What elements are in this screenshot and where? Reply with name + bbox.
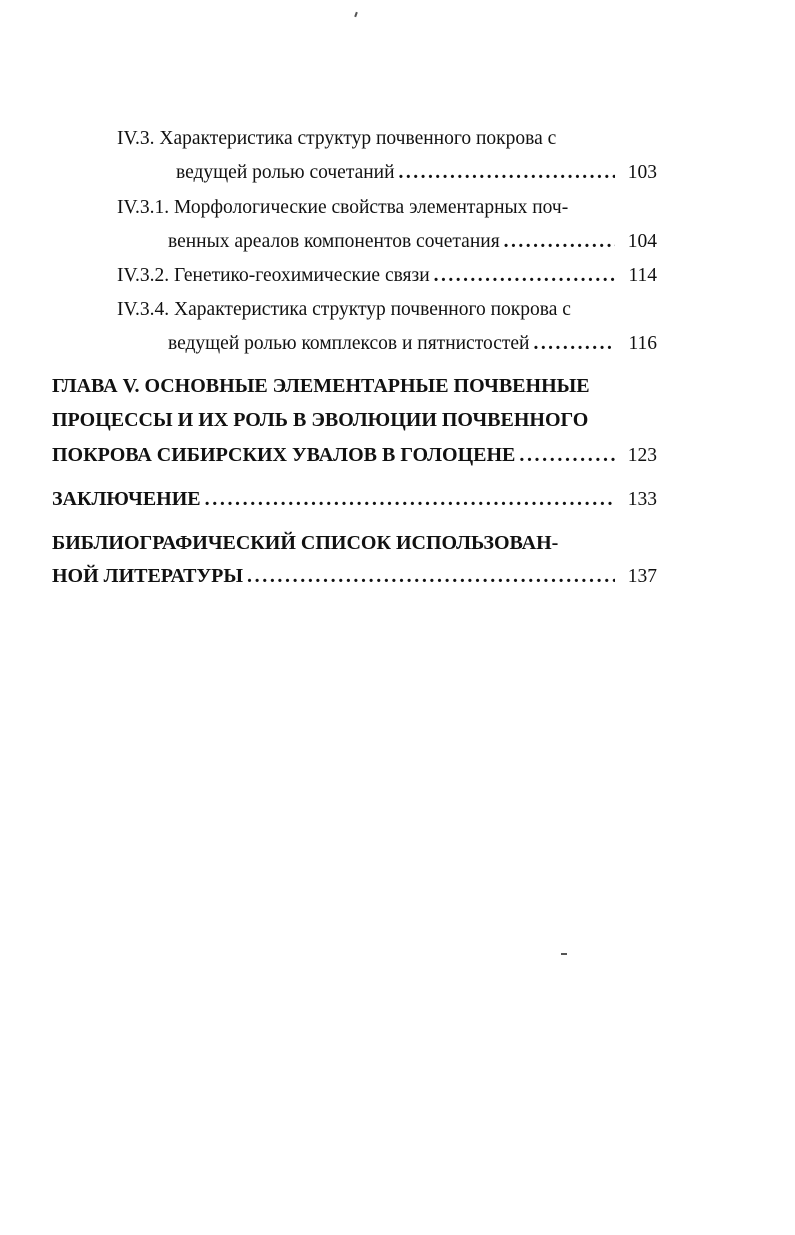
scan-speck [561,953,567,955]
toc-entry-text: венных ареалов компонентов сочетания [168,231,500,252]
toc-entry-text: НОЙ ЛИТЕРАТУРЫ [52,565,244,587]
dot-leader [247,563,615,589]
toc-entry-text: ведущей ролью сочетаний [176,162,395,183]
dot-leader [434,263,615,289]
toc-entry-iv-3-line-1: IV.3. Характеристика структур почвенного покрова с [117,128,557,149]
toc-entry-text: ЗАКЛЮЧЕНИЕ [52,488,201,510]
dot-leader [533,331,615,357]
toc-chapter-v-line-1: ГЛАВА V. ОСНОВНЫЕ ЭЛЕМЕНТАРНЫЕ ПОЧВЕННЫЕ [52,375,590,397]
toc-entry-text: ПОКРОВА СИБИРСКИХ УВАЛОВ В ГОЛОЦЕНЕ [52,444,516,466]
toc-entry-iv-3-4-line-2 [168,331,657,357]
toc-entry-text: ведущей ролью комплексов и пятнистостей [168,333,530,354]
page-number: 116 [628,333,657,354]
toc-entry-iv-3-1-line-1: IV.3.1. Морфологические свойства элементарных поч- [117,197,569,218]
scan-speck [354,12,358,17]
toc-entry-iv-3-line-2 [176,160,657,186]
toc-entry-iv-3-4-line-1: IV.3.4. Характеристика структур почвенного покрова с [117,299,571,320]
toc-bibliography-line-2 [52,563,657,590]
toc-chapter-v-line-3 [52,442,657,469]
page-number: 137 [627,566,657,587]
dot-leader [205,486,615,512]
dot-leader [399,160,615,186]
toc-chapter-v-line-2: ПРОЦЕССЫ И ИХ РОЛЬ В ЭВОЛЮЦИИ ПОЧВЕННОГО [52,409,589,431]
page-number: 103 [627,162,657,183]
toc-conclusion [52,486,657,513]
toc-entry-iv-3-1-line-2 [168,229,657,255]
toc-entry-iv-3-2 [117,263,657,289]
page-number: 133 [627,489,657,510]
page-number: 114 [628,265,657,286]
dot-leader [504,229,615,255]
dot-leader [519,442,615,468]
page-number: 104 [627,231,657,252]
toc-entry-text: IV.3.2. Генетико-геохимические связи [117,265,430,286]
page-number: 123 [627,445,657,466]
toc-bibliography-line-1: БИБЛИОГРАФИЧЕСКИЙ СПИСОК ИСПОЛЬЗОВАН- [52,532,559,554]
